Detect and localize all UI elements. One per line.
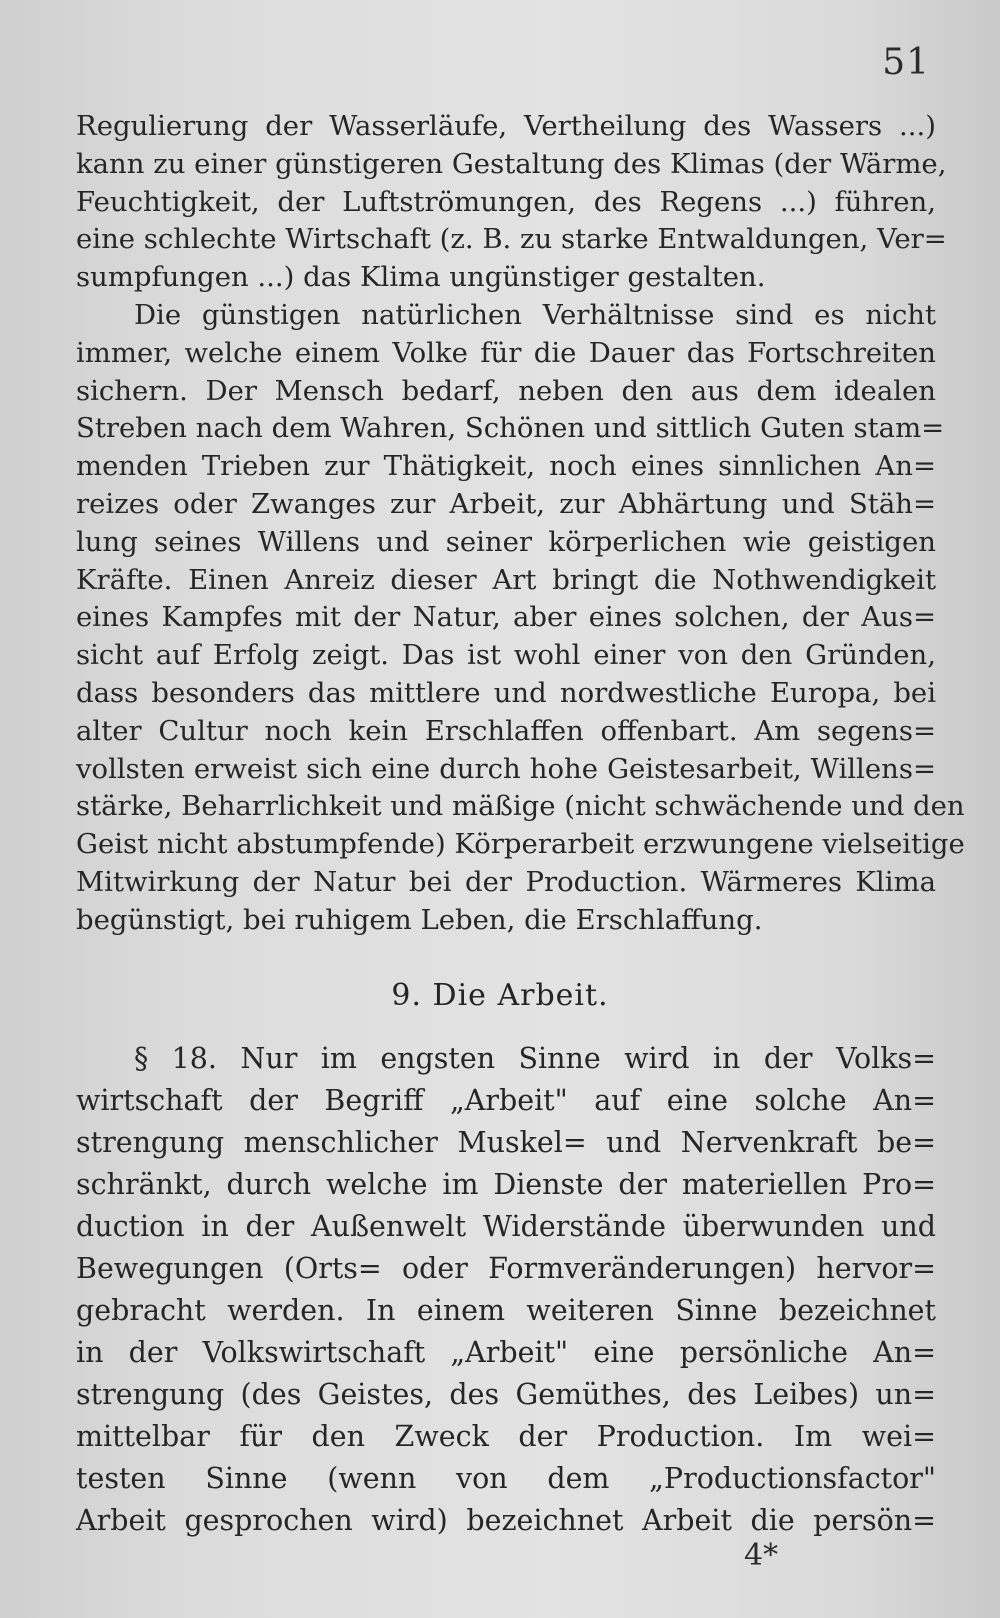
- text-line: Die günstigen natürlichen Verhältnisse sind es nicht: [134, 299, 936, 331]
- text-line: duction in der Außenwelt Widerstände überwunden und: [76, 1210, 936, 1243]
- text-line: Feuchtigkeit, der Luftströmungen, des Regens ...) führen,: [76, 185, 936, 218]
- signature-mark: 4*: [744, 1538, 779, 1573]
- text-line: strengung menschlicher Muskel= und Nervenkraft be=: [76, 1126, 936, 1159]
- text-line: gebracht werden. In einem weiteren Sinne bezeichnet: [76, 1294, 936, 1327]
- text-line: mittelbar für den Zweck der Production. Im wei=: [76, 1420, 936, 1453]
- text-line: eine schlechte Wirtschaft (z. B. zu starke Entwaldungen, Ver=: [76, 223, 947, 256]
- text-line: schränkt, durch welche im Dienste der materiellen Pro=: [76, 1168, 936, 1201]
- paragraph-natural-conditions: [76, 297, 965, 940]
- text-line: reizes oder Zwanges zur Arbeit, zur Abhärtung und Stäh=: [76, 487, 936, 520]
- text-line: dass besonders das mittlere und nordwestliche Europa, bei: [76, 676, 936, 709]
- text-line: begünstigt, bei ruhigem Leben, die Erschlaffung.: [76, 903, 763, 936]
- text-line: Bewegungen (Orts= oder Formveränderungen) hervor=: [76, 1252, 936, 1285]
- text-line: kann zu einer günstigeren Gestaltung des Klimas (der Wärme,: [76, 147, 947, 180]
- page-number: 51: [882, 42, 930, 83]
- text-line: Regulierung der Wasserläufe, Vertheilung des Wassers ...): [76, 110, 936, 142]
- section-heading: 9. Die Arbeit.: [391, 978, 609, 1013]
- text-line: lung seines Willens und seiner körperlichen wie geistigen: [76, 525, 936, 558]
- text-line: Arbeit gesprochen wird) bezeichnet Arbeit die persön=: [76, 1504, 936, 1537]
- paragraph-section-18: [76, 1038, 936, 1542]
- paragraph-climate-management: [76, 108, 947, 297]
- text-line: alter Cultur noch kein Erschlaffen offenbart. Am segens=: [76, 714, 936, 747]
- text-line: Mitwirkung der Natur bei der Production. Wärmeres Klima: [76, 865, 936, 898]
- text-line: wirtschaft der Begriff „Arbeit" auf eine solche An=: [76, 1084, 936, 1117]
- text-line: in der Volkswirtschaft „Arbeit" eine persönliche An=: [76, 1336, 936, 1369]
- text-line: Streben nach dem Wahren, Schönen und sittlich Guten stam=: [76, 412, 945, 445]
- text-line: testen Sinne (wenn von dem „Productionsfactor": [76, 1462, 936, 1495]
- text-line: Kräfte. Einen Anreiz dieser Art bringt die Nothwendigkeit: [76, 563, 936, 596]
- text-line: sicht auf Erfolg zeigt. Das ist wohl einer von den Gründen,: [76, 639, 936, 672]
- text-line: sumpfungen ...) das Klima ungünstiger gestalten.: [76, 261, 766, 294]
- text-line: sichern. Der Mensch bedarf, neben den aus dem idealen: [76, 374, 936, 407]
- text-line: vollsten erweist sich eine durch hohe Geistesarbeit, Willens=: [76, 752, 936, 785]
- text-line: stärke, Beharrlichkeit und mäßige (nicht schwächende und den: [76, 790, 965, 823]
- text-line: § 18. Nur im engsten Sinne wird in der Volks=: [134, 1042, 936, 1075]
- text-line: immer, welche einem Volke für die Dauer das Fortschreiten: [76, 336, 936, 369]
- text-line: strengung (des Geistes, des Gemüthes, des Leibes) un=: [76, 1378, 936, 1411]
- text-line: eines Kampfes mit der Natur, aber eines solchen, der Aus=: [76, 601, 936, 634]
- text-line: Geist nicht abstumpfende) Körperarbeit erzwungene vielseitige: [76, 828, 965, 861]
- text-line: menden Trieben zur Thätigkeit, noch eines sinnlichen An=: [76, 450, 936, 483]
